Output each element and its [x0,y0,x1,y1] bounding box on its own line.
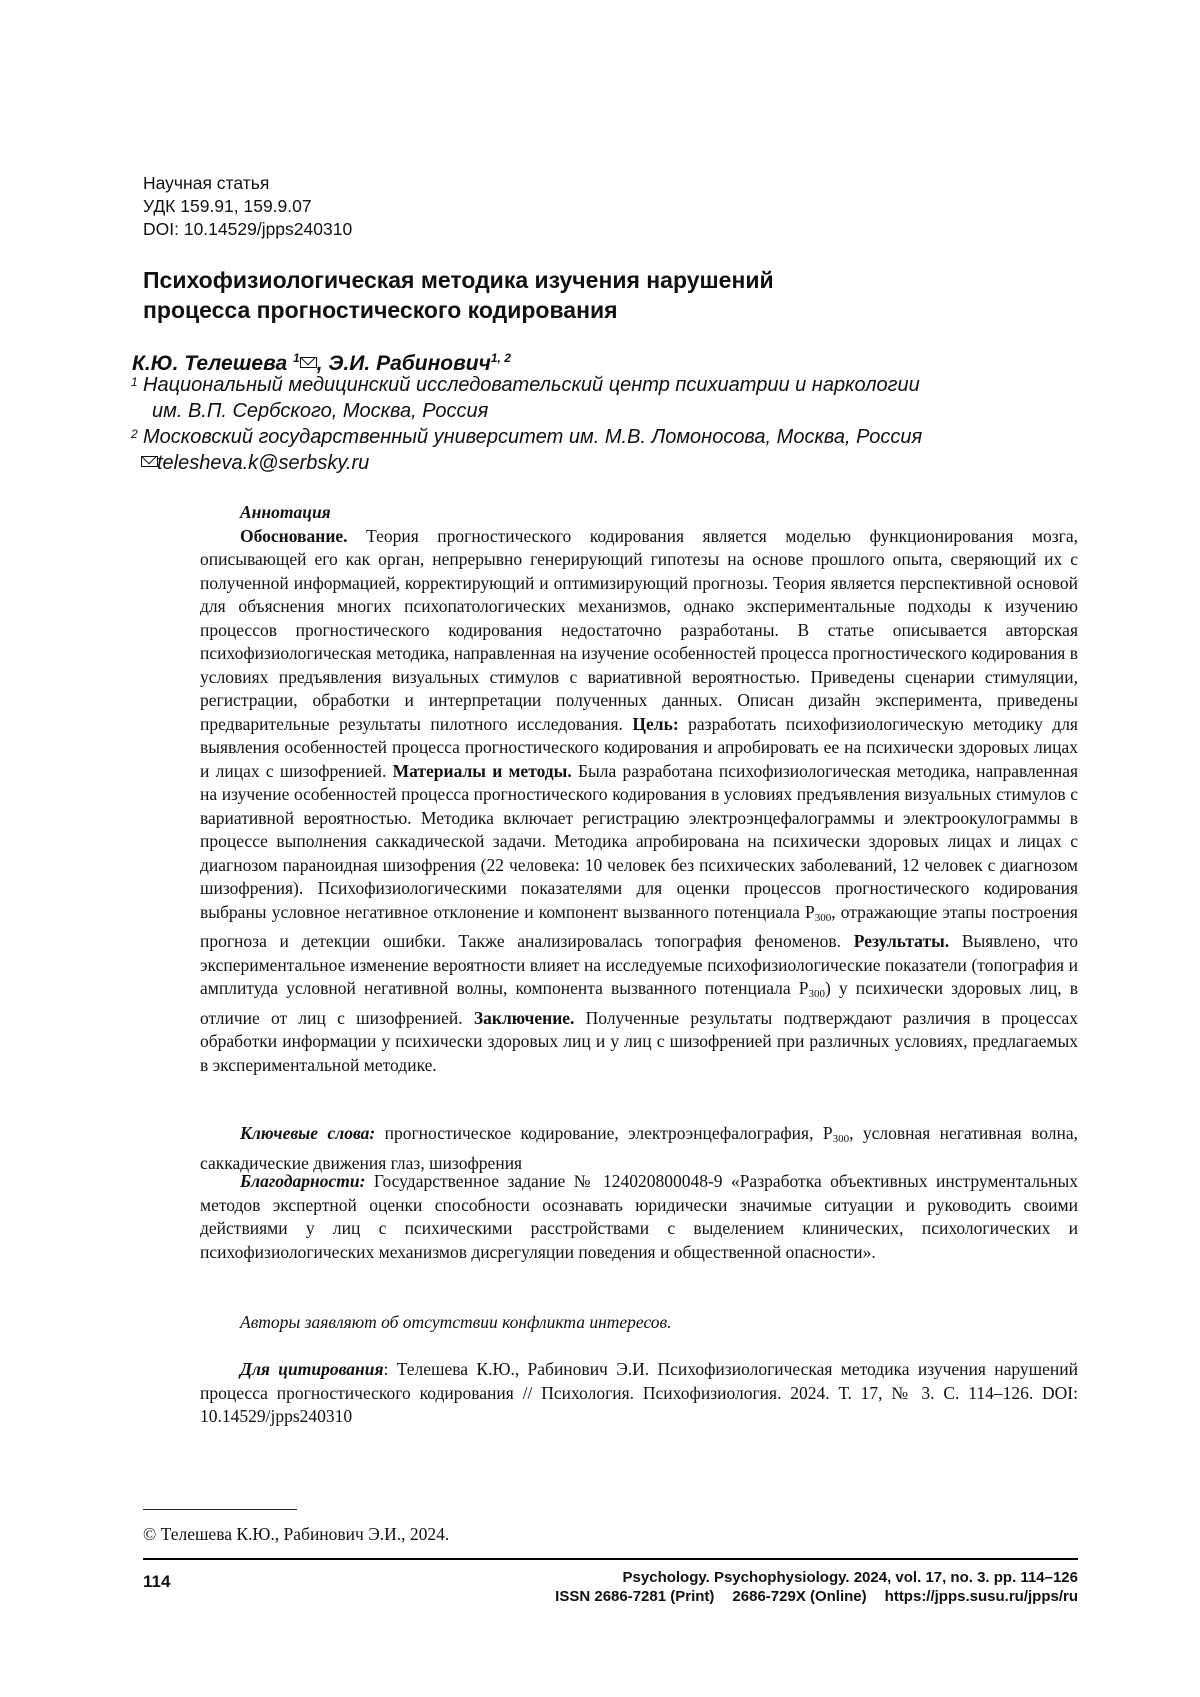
citation-label: Для цитирования [240,1359,384,1379]
journal-url[interactable]: https://jpps.susu.ru/jpps/ru [885,1588,1078,1605]
keywords-text-2: , условная негативная волна, саккадические движения глаз, шизофрения [200,1123,1078,1173]
abstract-heading: Аннотация [240,501,1078,525]
affiliation-2 [143,424,922,450]
affiliation-1-cont [152,398,488,424]
keywords [200,1122,1078,1175]
keywords-paragraph [200,1122,1078,1175]
conclusion-label: Заключение. [474,1008,575,1028]
abstract [200,501,1078,1077]
title-line-2: процесса прогностического кодирования [143,297,618,323]
keywords-label: Ключевые слова: [240,1123,375,1143]
keywords-text-1: прогностическое кодирование, электроэнцефалография, P [385,1123,833,1143]
author-2-affiliation: 1, 2 [491,351,511,365]
aim-label: Цель: [632,714,678,734]
conflict-text: Авторы заявляют об отсутствии конфликта интересов. [200,1311,1078,1335]
udc-code: УДК 159.91, 159.9.07 [143,195,352,218]
methods-text-2: , отражающие этапы построения прогноза и детекции ошибки. Также анализировалась топография феноменов. [200,902,1078,952]
results-text-1: Выявлено, что экспериментальное изменение вероятности влияет на исследуемые психофизиологические показатели (топография и амплитуда условной негативной волны, компонента вызванного потенциала P [200,931,1078,998]
affiliation-2-line-1: Московский государственный университет им. М.В. Ломоносова, Москва, Россия [143,426,922,448]
email-line [157,450,369,476]
acknowledgments [200,1170,1078,1264]
citation [200,1358,1078,1429]
background-text: Теория прогностического кодирования является моделью функционирования мозга, описывающей его как орган, непрерывно генерирующий гипотезы на основе прошлого опыта, сверяющий их с полученной информацией, корректирующий и оптимизирующий прогнозы. Теория является перспективной основой для объяснения многих психопатологических механизмов, однако экспериментальные подходы к изучению процессов прогностического кодирования недостаточно разработаны. В статье описывается авторская психофизиологическая методика, направленная на изучение особенностей процесса прогностического кодирования в условиях предъявления визуальных стимулов с вариативной вероятностью. Приведены сценарии стимуляции, регистрации, обработки и интерпретации полученных данных. Описан дизайн эксперимента, приведены предварительные результаты пилотного исследования. [200,526,1078,734]
keywords-subscript: 300 [833,1133,850,1145]
affiliation-1 [143,372,920,398]
author-1: К.Ю. Телешева [132,352,287,375]
conflict-statement [200,1311,1078,1335]
envelope-icon [141,456,158,467]
aim-text: разработать психофизиологическую методику для выявления особенностей процесса прогностического кодирования и апробировать ее на психически здоровых лицах и лицах с шизофренией. [200,714,1078,781]
doi[interactable]: DOI: 10.14529/jpps240310 [143,218,352,241]
citation-paragraph [200,1358,1078,1429]
article-type: Научная статья [143,172,352,195]
results-label: Результаты. [854,931,949,951]
abstract-body [200,525,1078,1078]
article-title [143,265,1043,325]
affiliation-1-line-1: Национальный медицинский исследовательский центр психиатрии и наркологии [143,374,920,396]
background-label: Обоснование. [240,526,348,546]
issn-print: ISSN 2686-7281 (Print) [555,1588,714,1605]
citation-text: : Телешева К.Ю., Рабинович Э.И. Психофизиологическая методика изучения нарушений процесса прогностического кодирования // Психология. Психофизиология. 2024. Т. 17, № 3. С. 114–126. DOI: 10.14529/jpps240310 [200,1359,1078,1426]
affiliation-2-number: 2 [131,421,138,447]
page-number: 114 [143,1572,170,1592]
results-text-2: ) у психически здоровых лиц, в отличие от лиц с шизофренией. [200,978,1078,1028]
journal-citation-line: Psychology. Psychophysiology. 2024, vol. 17, no. 3. pp. 114–126 [555,1568,1078,1587]
article-meta [143,172,352,241]
methods-subscript: 300 [815,912,832,924]
author-2: Э.И. Рабинович [328,352,490,375]
conclusion-text: Полученные результаты подтверждают различия в процессах обработки информации у психически здоровых лиц и у лиц с шизофренией при различных условиях, предлагаемых в экспериментальной методике. [200,1008,1078,1075]
copyright-footnote: © Телешева К.Ю., Рабинович Э.И., 2024. [143,1523,449,1545]
author-email[interactable]: telesheva.k@serbsky.ru [157,452,369,474]
results-subscript: 300 [808,988,825,1000]
issn-online: 2686-729X (Online) [732,1588,866,1605]
affiliation-1-line-2: им. В.П. Сербского, Москва, Россия [152,400,488,422]
issn-line [555,1587,1078,1606]
methods-text-1: Была разработана психофизиологическая методика, направленная на изучение особенностей процесса прогностического кодирования в условиях предъявления визуальных стимулов с вариативной вероятностью. Методика включает регистрацию электроэнцефалограммы и электроокулограммы в процессе выполнения саккадической задачи. Методика апробирована на психически здоровых лицах и лицах с диагнозом параноидная шизофрения (22 человека: 10 человек без психических заболеваний, 12 человек с диагнозом шизофрения). Психофизиологическими показателями для оценки процессов прогностического кодирования выбраны условное негативное отклонение и компонент вызванного потенциала P [200,761,1078,922]
acknowledgments-label: Благодарности: [240,1171,365,1191]
affiliation-1-number: 1 [131,369,138,395]
acknowledgments-text: Государственное задание № 124020800048-9 «Разработка объективных инструментальных методов экспертной оценки способности осознавать юридически значимые ситуации и руководить своими действиями у лиц с психическими расстройствами с выделением клинических, психологических и психофизиологических механизмов дисрегуляции поведения и общественной опасности». [200,1171,1078,1262]
methods-label: Материалы и методы. [393,761,572,781]
footnote-rule [143,1509,297,1510]
title-line-1: Психофизиологическая методика изучения нарушений [143,267,774,293]
envelope-icon [300,357,317,368]
journal-info [555,1568,1078,1606]
acknowledgments-paragraph [200,1170,1078,1264]
author-separator: , [317,352,329,375]
footer-rule [143,1558,1078,1560]
author-1-affiliation: 1 [293,351,300,365]
